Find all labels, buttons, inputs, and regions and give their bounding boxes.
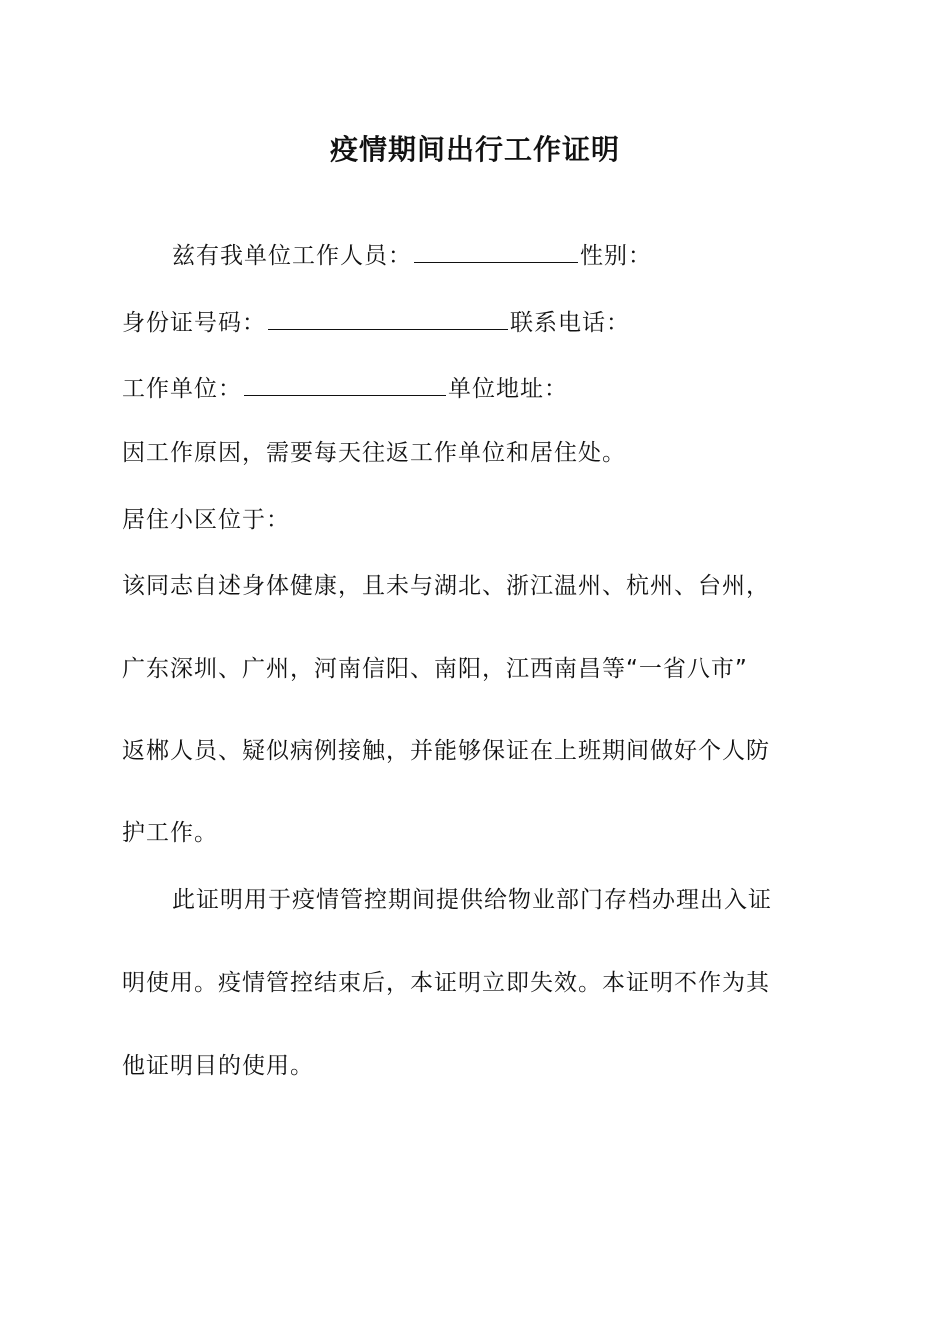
address-label: 单位地址：: [448, 376, 568, 402]
employee-line: [172, 236, 892, 274]
employee-label: 兹有我单位工作人员：: [172, 243, 412, 269]
reason-line: 因工作原因，需要每天往返工作单位和居住处。: [122, 440, 626, 466]
workplace-label: 工作单位：: [122, 376, 242, 402]
phone-label: 联系电话：: [510, 310, 630, 336]
statement-line: 该同志自述身体健康，且未与湖北、浙江温州、杭州、台州，: [122, 573, 770, 599]
usage-line: 此证明用于疫情管控期间提供给物业部门存档办理出入证: [172, 887, 772, 913]
workplace-blank: [244, 369, 446, 396]
statement-line: 护工作。: [122, 820, 218, 846]
gender-label: 性别：: [580, 243, 652, 269]
statement-line: 广东深圳、广州，河南信阳、南阳，江西南昌等“一省八市”: [122, 656, 748, 682]
id-line: [122, 303, 842, 341]
statement-line: 返郴人员、疑似病例接触，并能够保证在上班期间做好个人防: [122, 738, 770, 764]
employee-name-blank: [414, 236, 578, 263]
residence-line: 居住小区位于：: [122, 507, 290, 533]
usage-line: 他证明目的使用。: [122, 1053, 314, 1079]
id-number-blank: [268, 303, 508, 330]
id-label: 身份证号码：: [122, 310, 266, 336]
workplace-line: [122, 369, 842, 407]
page-title: 疫情期间出行工作证明: [329, 133, 620, 166]
usage-line: 明使用。疫情管控结束后，本证明立即失效。本证明不作为其: [122, 970, 770, 996]
